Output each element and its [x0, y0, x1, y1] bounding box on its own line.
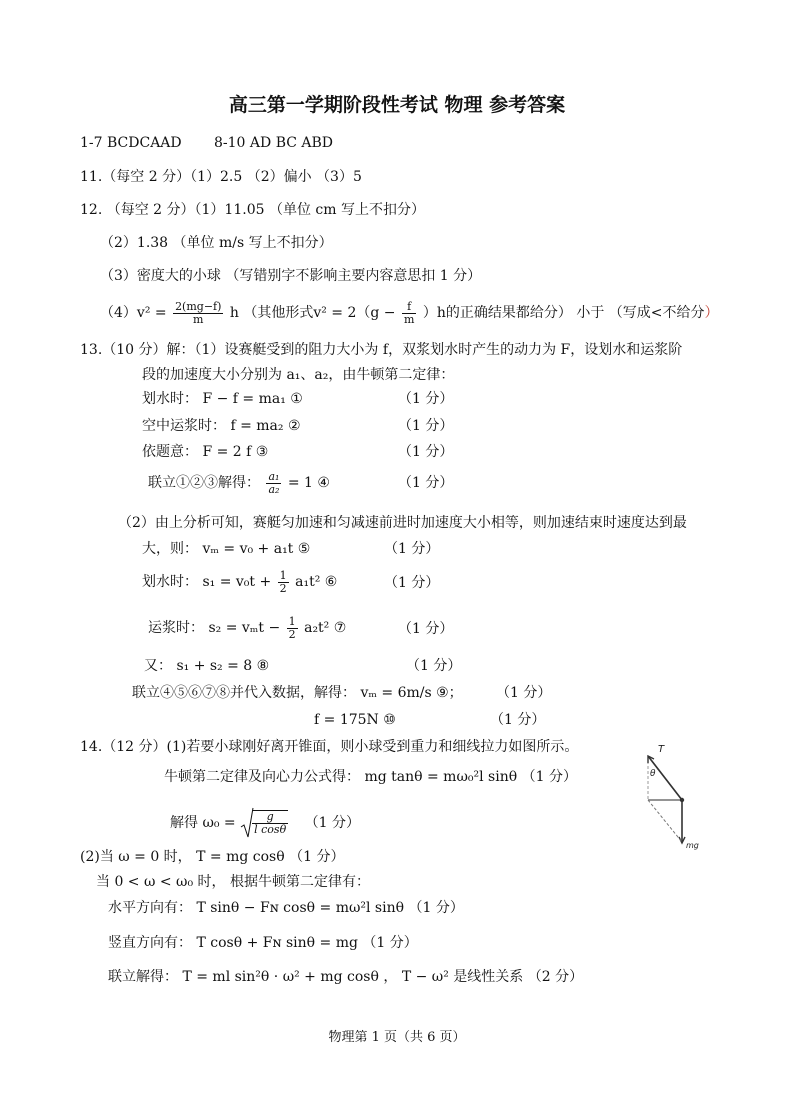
q13-eq-rowing-score: （1 分） [398, 391, 454, 407]
q14-eq-horizontal: 水平方向有： T sinθ − Fɴ cosθ = mω²l sinθ （1 分） [108, 900, 464, 916]
q14-line-1: 14.（12 分）(1)若要小球刚好离开锥面，则小球受到重力和细线拉力如图所示。 [80, 739, 579, 755]
q13-line-part2: （2）由上分析可知，赛艇匀加速和匀减速前进时加速度大小相等，则加速结束时速度达到最 [118, 515, 687, 531]
fraction-numerator: f [402, 301, 416, 314]
q12-l4-fraction [173, 301, 223, 326]
q13-eq-s2-score: （1 分） [398, 621, 454, 637]
gravity-label: mg [686, 841, 699, 850]
fraction-denominator: m [403, 312, 415, 326]
q13-s2-fraction [287, 616, 298, 641]
mc-answers-8-10: 8-10 AD BC ABD [214, 135, 334, 151]
q14-part2-line-2: 当 0 < ω < ω₀ 时， 根据牛顿第二定律有： [96, 874, 370, 890]
q14-omega0-score: （1 分） [304, 815, 361, 831]
q13-eq-ratio [148, 468, 330, 498]
fraction-denominator: m [193, 312, 204, 326]
q12-l4-part-b: h （其他形式v² = 2（g − [229, 305, 396, 321]
q11-answer: 11.（每空 2 分）（1）2.5 （2）偏小 （3）5 [80, 169, 362, 185]
q14-part2-line-1: (2)当 ω = 0 时， T = mg cosθ （1 分） [80, 849, 345, 865]
fraction-denominator: 2 [288, 627, 296, 641]
q13-eq-vmax-score: （1 分） [384, 541, 440, 557]
q13-s1-tail: a₁t² ⑥ [295, 574, 338, 590]
fraction-denominator: 2 [279, 581, 287, 595]
force-diagram [636, 742, 716, 854]
resultant-dashed-line [648, 800, 682, 842]
q13-result-f-score: （1 分） [490, 712, 546, 728]
q12-l4-part-c: ）h的正确结果都给分） 小于 （写成<不给分 [422, 305, 705, 321]
q13-ratio-lead: 联立①②③解得： [148, 475, 260, 491]
q13-eq-air-score: （1 分） [398, 418, 454, 434]
fraction-numerator: a₁ [268, 469, 280, 483]
q13-s2-tail: a₂t² ⑦ [304, 620, 347, 636]
q13-ratio-fraction [266, 471, 281, 496]
theta-label: θ [650, 769, 656, 779]
q12-line-3: （3）密度大的小球 （写错别字不影响主要内容意思扣 1 分） [100, 268, 482, 284]
q13-s2-lead: 运浆时： s₂ = vₘt − [148, 620, 281, 636]
q13-eq-s1 [142, 566, 337, 598]
q13-ratio-tail: = 1 ④ [287, 475, 330, 491]
fraction-numerator: 1 [279, 568, 287, 582]
q13-eq-sum-score: （1 分） [406, 658, 462, 674]
q12-line-2: （2）1.38 （单位 m/s 写上不扣分） [100, 235, 333, 251]
square-root [240, 806, 290, 840]
page-footer: 物理第 1 页（共 6 页） [328, 1030, 466, 1045]
q12-line-4 [100, 300, 719, 326]
q13-s1-lead: 划水时： s₁ = v₀t + [142, 574, 272, 590]
q13-eq-given: 依题意： F = 2 f ③ [142, 444, 269, 460]
q13-eq-sum: 又： s₁ + s₂ = 8 ⑧ [144, 658, 270, 674]
q13-result-v-score: （1 分） [496, 685, 552, 701]
fraction-denominator: l cosθ [254, 823, 287, 836]
q13-s1-fraction [278, 570, 289, 595]
tension-label: T [658, 744, 665, 755]
ball-dot [680, 798, 684, 802]
q13-result-f: f = 175N ⑩ [314, 712, 396, 728]
q13-eq-vmax: 大，则： vₘ = v₀ + a₁t ⑤ [142, 541, 311, 557]
mc-answers-1-7: 1-7 BCDCAAD [80, 135, 182, 151]
q13-eq-s2 [148, 612, 346, 644]
q13-eq-ratio-score: （1 分） [398, 475, 454, 491]
fraction-numerator: g [252, 811, 288, 824]
q14-omega0-lead: 解得 ω₀ = [170, 815, 236, 831]
q12-l4-close-paren: ） [704, 305, 719, 321]
q14-eq-omega0 [170, 806, 360, 840]
q13-eq-given-score: （1 分） [398, 444, 454, 460]
q12-l4-part-a: （4）v² = [100, 305, 167, 321]
q12-line-1: 12. （每空 2 分）（1）11.05 （单位 cm 写上不扣分） [80, 202, 425, 218]
q13-eq-rowing: 划水时： F − f = ma₁ ① [142, 391, 303, 407]
q13-eq-s1-score: （1 分） [384, 575, 440, 591]
q13-eq-air: 空中运浆时： f = ma₂ ② [142, 418, 301, 434]
q13-result-v: 联立④⑤⑥⑦⑧并代入数据，解得： vₘ = 6m/s ⑨； [132, 685, 463, 701]
q13-line-1: 13.（10 分）解：（1）设赛艇受到的阻力大小为 f，双浆划水时产生的动力为 F，设划水和运浆阶 [80, 342, 683, 358]
fraction-denominator: a₂ [268, 482, 280, 496]
fraction-numerator: 2(mg−f) [175, 299, 222, 313]
fraction-numerator: 1 [288, 614, 296, 628]
q13-line-2: 段的加速度大小分别为 a₁、a₂，由牛顿第二定律： [142, 367, 455, 383]
q12-l4-fraction-2 [402, 301, 416, 326]
q14-eq-newton: 牛顿第二定律及向心力公式得： mg tanθ = mω₀²l sinθ （1 分） [164, 769, 577, 785]
q14-eq-result: 联立解得： T = ml sin²θ · ω² + mg cosθ ， T − ω² 是线性关系 （2 分） [108, 969, 584, 985]
page-title: 高三第一学期阶段性考试 物理 参考答案 [228, 94, 566, 116]
q14-eq-vertical: 竖直方向有： T cosθ + Fɴ sinθ = mg （1 分） [108, 935, 418, 951]
q14-omega0-fraction [252, 810, 288, 836]
